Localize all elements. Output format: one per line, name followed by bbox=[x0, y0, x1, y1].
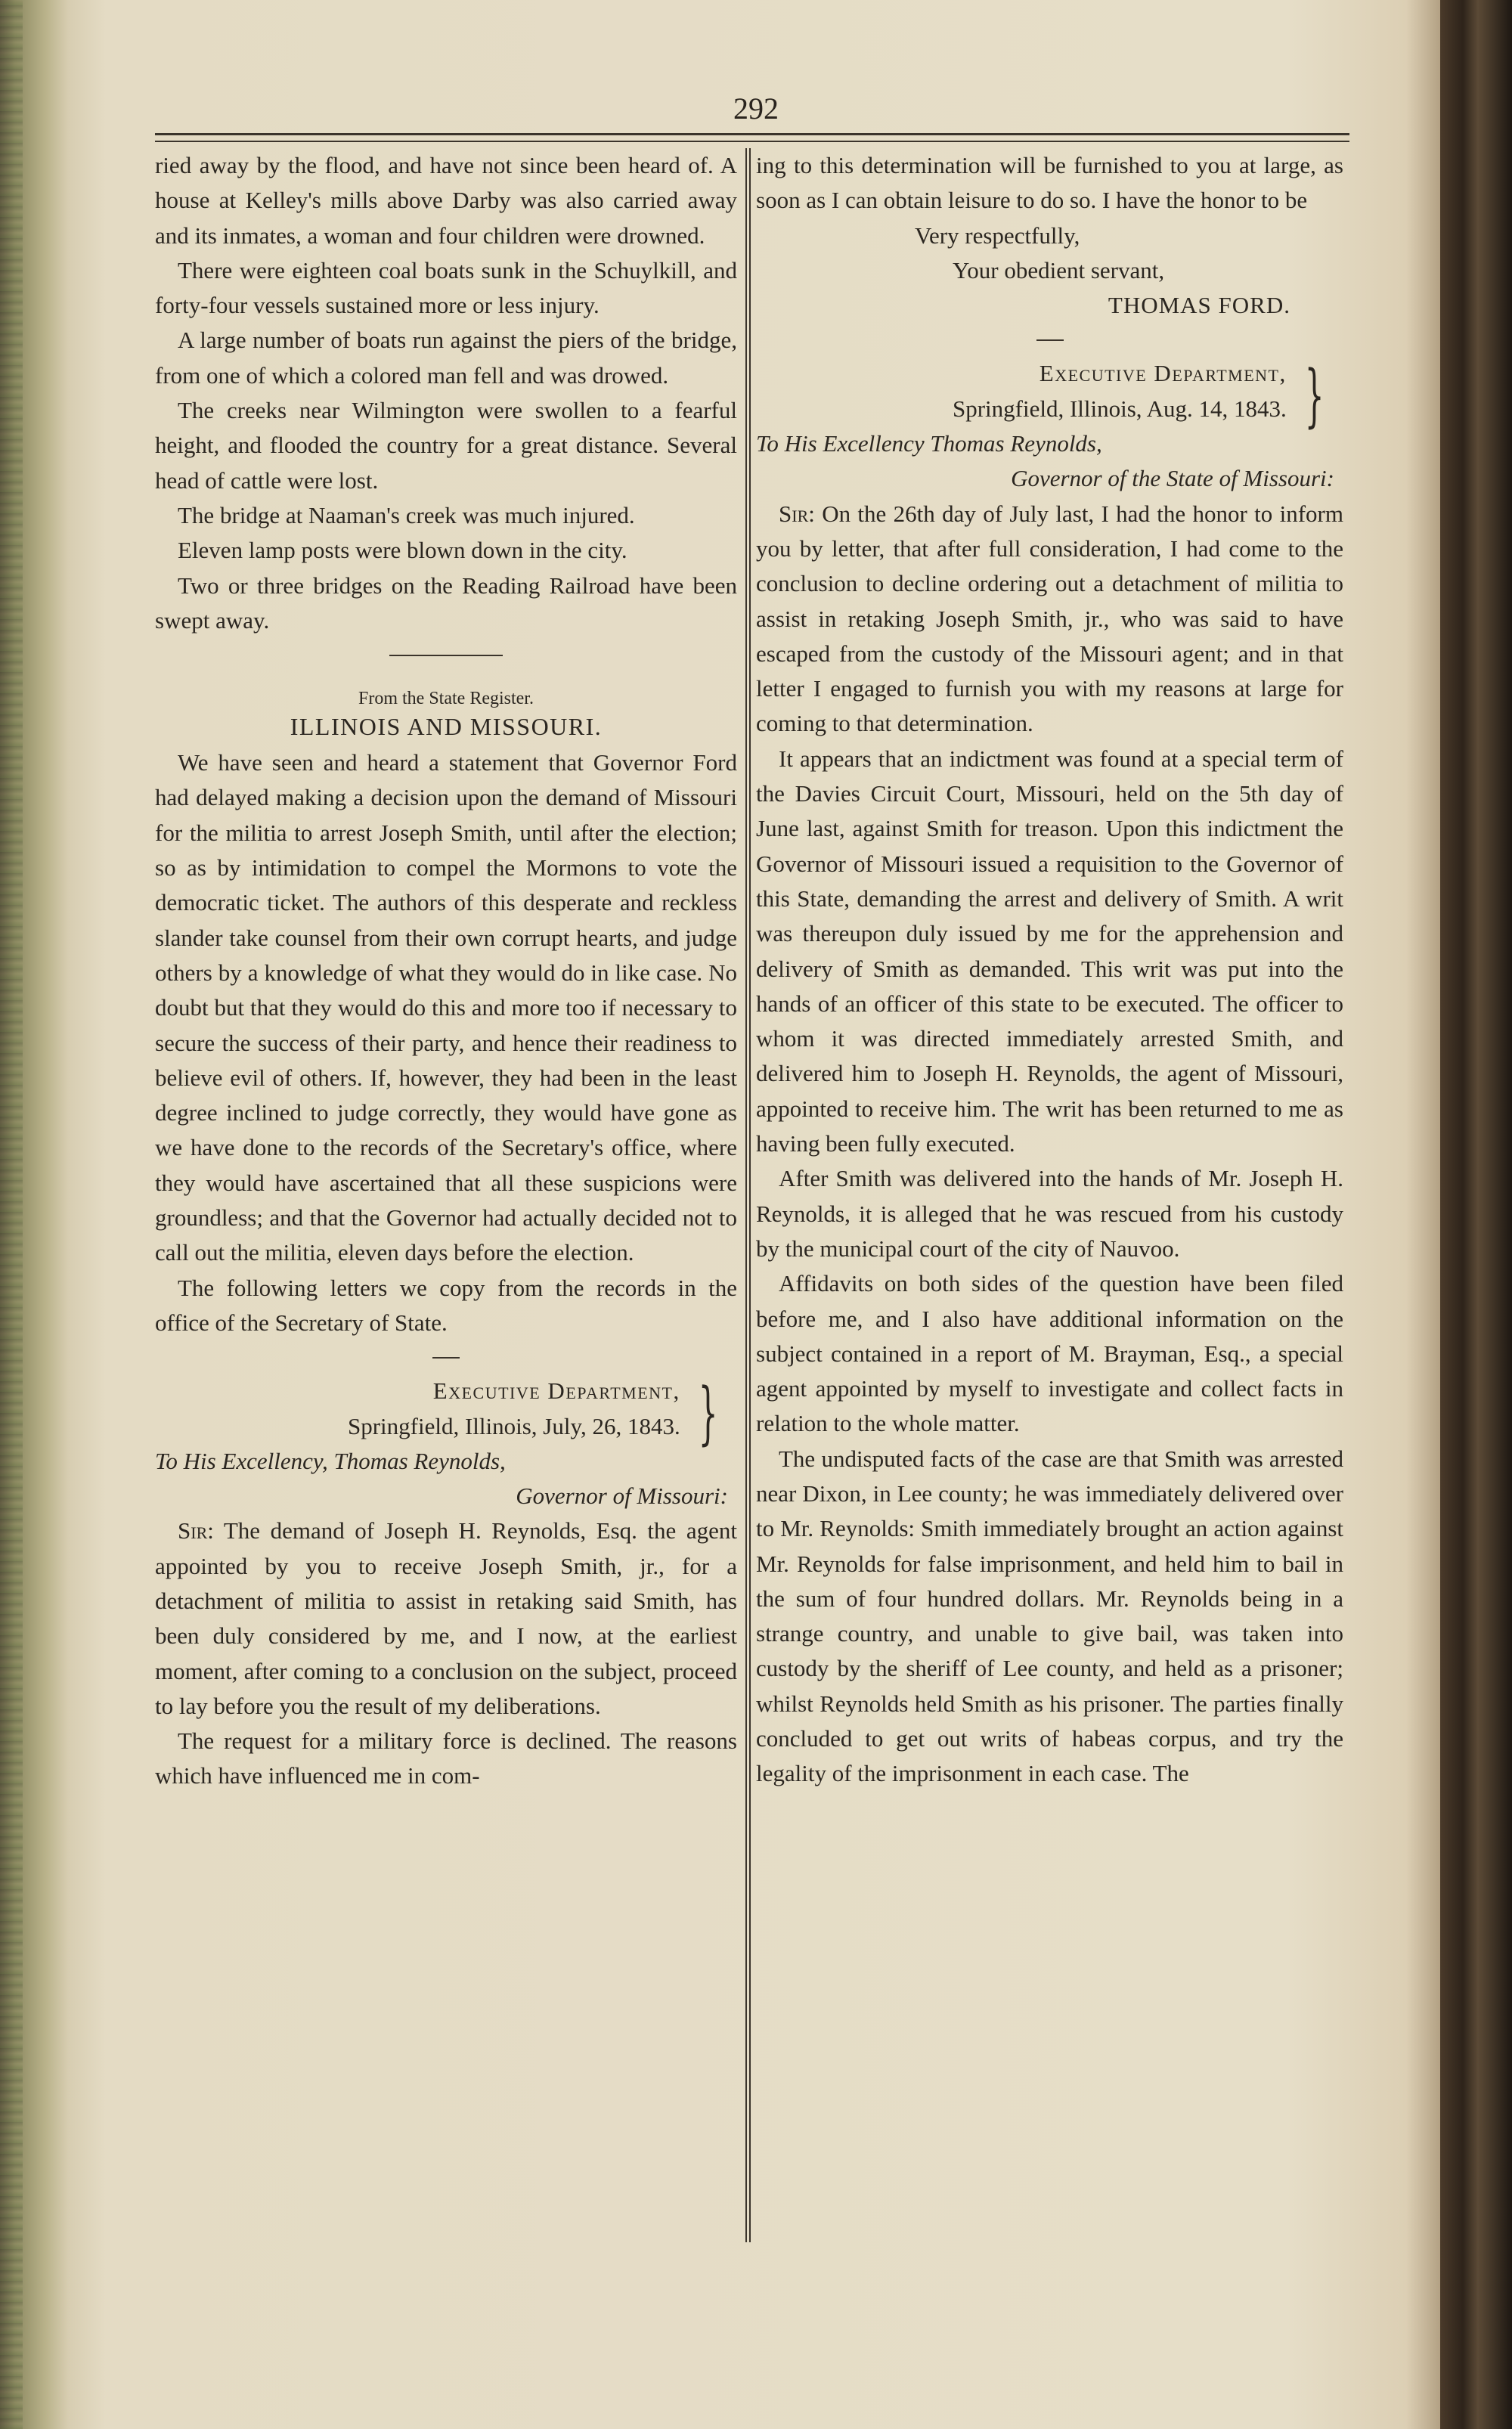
letter-addressee-title: Governor of the State of Missouri: bbox=[1011, 465, 1334, 492]
section-divider bbox=[389, 655, 503, 656]
letter-divider bbox=[1036, 339, 1064, 341]
column-divider bbox=[745, 148, 747, 2242]
article-headline: ILLINOIS AND MISSOURI. bbox=[290, 713, 603, 741]
letter-place-date: Springfield, Illinois, Aug. 14, 1843. bbox=[952, 395, 1287, 422]
paragraph: We have seen and heard a statement that Governor Ford had delayed making a decision upon the demand of Missouri for the militia to arrest Joseph Smith, until after the election; so as by intimidation to compel the Mormons to vote the democratic ticket. The authors of this desperate and reckless slander take counsel from their own corrupt hearts, and judge others by a knowledge of what they would do in like case. No doubt but that they would do this and more too if necessary to secure the success of their party, and hence their readiness to believe evil of others. If, however, they had been in the least degree inclined to judge correctly, they would have gone as we have done to the records of the Secretary's office, where they would have ascertained that all these suspicions were groundless; and that the Governor had actually decided not to call out the militia, eleven days before the election. bbox=[155, 749, 737, 1266]
paragraph: Eleven lamp posts were blown down in the city. bbox=[178, 537, 627, 564]
paragraph: The demand of Joseph H. Reynolds, Esq. the agent appointed by you to receive Joseph Smith, jr., for a detachment of militia to assist in retaking said Smith, has been duly considered by me, and I now, at the earliest moment, after coming to a conclusion on the subject, proceed to lay before you the result of my deliberations. bbox=[155, 1517, 737, 1719]
paragraph: The undisputed facts of the case are that Smith was arrested near Dixon, in Lee county; he was immediately delivered over to Mr. Reynolds: Smith immediately brought an action against Mr. Reynolds for false imprisonment, and held him to bail in the sum of four hundred dollars. Mr. Reynolds being in a strange country, and unable to give bail, was taken into custody by the sheriff of Lee county, and held as a prisoner; whilst Reynolds held Smith as his prisoner. The parties finally concluded to get out writs of habeas corpus, and try the legality of the imprisonment in each case. The bbox=[756, 1445, 1343, 1787]
header-rule-thin bbox=[155, 141, 1349, 142]
paragraph: Affidavits on both sides of the question have been filed before me, and I also have additional information on the subject contained in a report of M. Brayman, Esq., a special agent appointed by myself to investigate and collect facts in relation to the whole matter. bbox=[756, 1270, 1343, 1437]
paragraph: It appears that an indictment was found at a special term of the Davies Circuit Court, Missouri, held on the 5th day of June last, against Smith for treason. Upon this indictment the Governor of Missouri issued a requisition to the Governor of this State, demanding the arrest and delivery of Smith. A writ was thereupon duly issued by me for the apprehension and delivery of Smith as demanded. This writ was put into the hands of an officer of this state to be executed. The officer to whom it was directed immediately arrested Smith, and delivered him to Joseph H. Reynolds, the agent of Missouri, appointed to receive him. The writ has been returned to me as having been fully executed. bbox=[756, 745, 1343, 1157]
left-column bbox=[155, 148, 737, 1794]
letter-addressee: To His Excellency Thomas Reynolds, bbox=[756, 430, 1102, 457]
paragraph: ried away by the flood, and have not since been heard of. A house at Kelley's mills above Darby was also carried away and its inmates, a woman and four children were drowned. bbox=[155, 152, 737, 249]
paragraph: A large number of boats run against the piers of the bridge, from one of which a colored man fell and was drowed. bbox=[155, 327, 737, 389]
letter-closing: Your obedient servant, bbox=[953, 256, 1165, 283]
right-column bbox=[756, 148, 1343, 1792]
paragraph: Two or three bridges on the Reading Railroad have been swept away. bbox=[155, 572, 737, 634]
paragraph: On the 26th day of July last, I had the honor to inform you by letter, that after full consideration, I had come to the conclusion to decline ordering out a detachment of militia to assist in retaking Joseph Smith, jr., who was said to have escaped from the custody of the Missouri agent; and in that letter I engaged to furnish you with my reasons at large for coming to that determination. bbox=[756, 500, 1343, 737]
paragraph: The following letters we copy from the records in the office of the Secretary of State. bbox=[155, 1274, 737, 1336]
page-binding-edge bbox=[0, 0, 23, 2429]
adjacent-page-edge bbox=[1440, 0, 1512, 2429]
letter-addressee-title: Governor of Missouri: bbox=[516, 1482, 728, 1510]
article-source: From the State Register. bbox=[358, 689, 534, 709]
brace-icon: } bbox=[698, 1373, 718, 1453]
paragraph: After Smith was delivered into the hands of Mr. Joseph H. Reynolds, it is alleged that he was rescued from his custody by the municipal court of the city of Nauvoo. bbox=[756, 1165, 1343, 1262]
letter-signature: THOMAS FORD. bbox=[1108, 292, 1290, 319]
letter-department: Executive Department, bbox=[432, 1377, 680, 1405]
paragraph: The bridge at Naaman's creek was much injured. bbox=[178, 501, 635, 528]
letter-salutation: Sir: bbox=[779, 500, 815, 527]
letter-divider bbox=[432, 1357, 460, 1359]
paragraph: The request for a military force is declined. The reasons which have influenced me in com- bbox=[155, 1727, 737, 1789]
paragraph: ing to this determination will be furnished to you at large, as soon as I can obtain leisure to do so. I have the honor to be bbox=[756, 152, 1343, 214]
letter-heading bbox=[155, 1373, 737, 1453]
letter-heading bbox=[756, 356, 1343, 436]
brace-icon: } bbox=[1304, 356, 1325, 436]
letter-place-date: Springfield, Illinois, July, 26, 1843. bbox=[347, 1412, 680, 1439]
letter-addressee: To His Excellency, Thomas Reynolds, bbox=[155, 1447, 506, 1474]
paragraph: There were eighteen coal boats sunk in the Schuylkill, and forty-four vessels sustained more or less injury. bbox=[155, 256, 737, 319]
column-divider-inner bbox=[749, 148, 751, 2242]
letter-closing: Very respectfully, bbox=[915, 222, 1080, 249]
paragraph: The creeks near Wilmington were swollen to a fearful height, and flooded the country for a great distance. Several head of cattle were lost. bbox=[155, 397, 737, 494]
letter-department: Executive Department, bbox=[1039, 360, 1287, 387]
page-number: 292 bbox=[733, 91, 779, 125]
letter-salutation: Sir: bbox=[178, 1517, 214, 1544]
header-rule bbox=[155, 133, 1349, 135]
